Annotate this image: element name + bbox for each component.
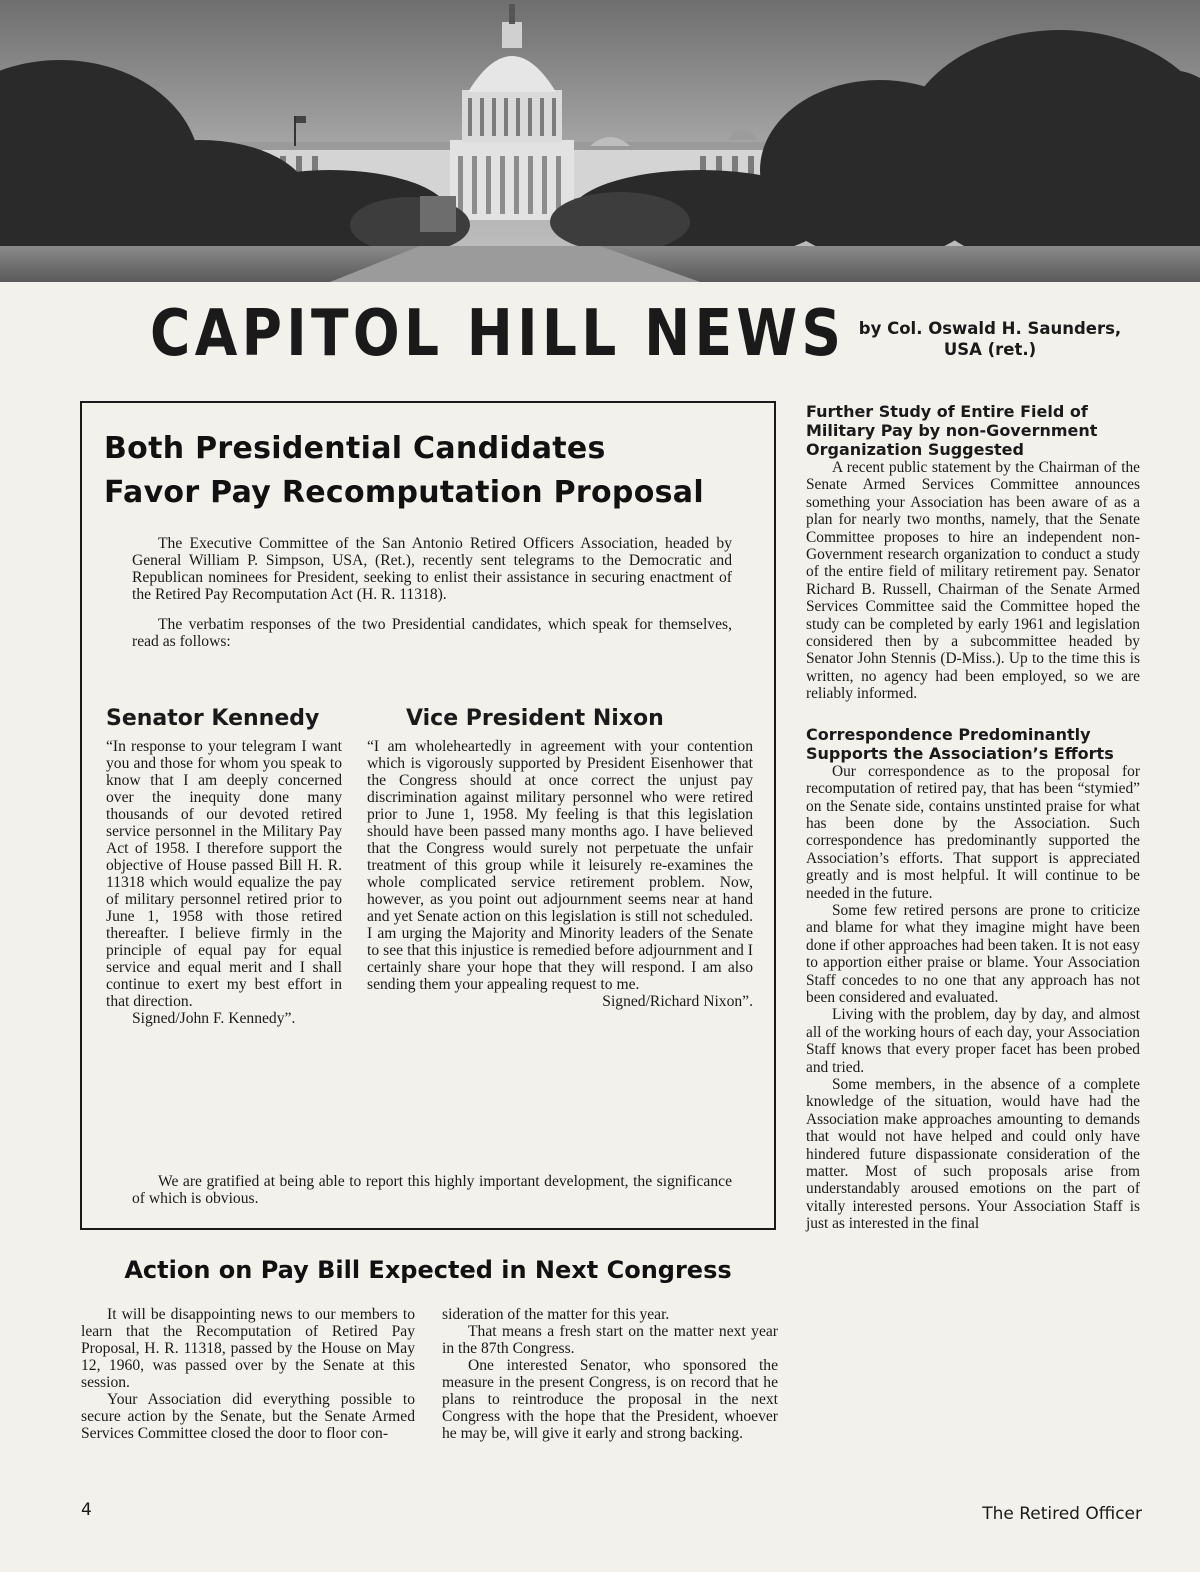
nixon-heading: Vice President Nixon <box>406 706 664 731</box>
action-paragraph: Your Association did everything possible to secure action by the Senate, but the Senate Armed Services Committee closed the door to floor con- <box>81 1391 415 1442</box>
action-column-right <box>442 1306 778 1442</box>
feature-headline-line-2: Favor Pay Recomputation Proposal <box>104 475 704 510</box>
action-paragraph: One interested Senator, who sponsored the measure in the present Congress, is on record that he plans to reintroduce the proposal in the next Congress with the hope that the President, whoever he may be, will give it early and strong backing. <box>442 1357 778 1442</box>
feature-intro <box>132 535 732 650</box>
feature-headline <box>104 427 764 515</box>
nixon-signature: Signed/Richard Nixon”. <box>602 993 753 1010</box>
action-paragraph: It will be disappointing news to our members to learn that the Recomputation of Retired Pay Proposal, H. R. 11318, passed by the House on May 12, 1960, was passed over by the Senate at this session. <box>81 1306 415 1391</box>
capitol-building-illustration <box>0 0 1200 282</box>
capitol-photo <box>0 0 1200 282</box>
kennedy-heading: Senator Kennedy <box>106 706 320 731</box>
feature-intro-paragraph: The verbatim responses of the two Presidential candidates, which speak for themselves, read as follows: <box>132 616 732 650</box>
byline-rank: USA (ret.) <box>943 340 1037 359</box>
sidebar-paragraph: Some members, in the absence of a complete knowledge of the situation, would have had the Association make approaches amounting to demands that would not have helped and could only have hindered future dispassionate consideration of the matter. Most of such proposals arise from understandably aroused emotions on the part of vitally interested persons. Your Association Staff is just as interested in the final <box>806 1076 1140 1233</box>
sidebar-paragraph: A recent public statement by the Chairman of the Senate Armed Services Committee announces something your Association has been aware of as a plan for nearly two months, namely, that the Senate Committee proposes to hire an independent non-Government research organization to conduct a study of the entire field of military retirement pay. Senator Richard B. Russell, Chairman of the Senate Armed Services Committee said the Committee hoped the study can be completed by early 1961 and legislation considered then by a subcommittee headed by Senator John Stennis (D-Miss.). Up to the time this is written, no agency had been employed, so we are reliably informed. <box>806 459 1140 703</box>
action-column-left <box>81 1306 415 1442</box>
feature-intro-paragraph: The Executive Committee of the San Antonio Retired Officers Association, headed by General William P. Simpson, USA, (Ret.), recently sent telegrams to the Democratic and Republican nominees for President, seeking to enlist their assistance in securing enactment of the Retired Pay Recomputation Act (H. R. 11318). <box>132 535 732 603</box>
sidebar-paragraph: Some few retired persons are prone to criticize and blame for what they imagine might have been done if other approaches had been taken. It is not easy to apportion either praise or blame. Your Association Staff concedes to no one that any approach has not been considered and evaluated. <box>806 901 1140 1006</box>
sidebar-column <box>806 402 1140 1233</box>
feature-headline-line-1: Both Presidential Candidates <box>104 431 606 466</box>
sidebar-heading-further-study: Further Study of Entire Field of Military Pay by non-Government Organization Suggested <box>806 402 1098 459</box>
publication-name: The Retired Officer <box>982 1504 1142 1524</box>
nixon-response <box>367 738 753 1010</box>
sidebar-paragraph: Living with the problem, day by day, and almost all of the working hours of each day, your Association Staff knows that every proper facet has been probed and tried. <box>806 1006 1140 1076</box>
action-headline: Action on Pay Bill Expected in Next Congress <box>124 1256 732 1284</box>
page-number: 4 <box>81 1500 92 1520</box>
feature-closing-paragraph: We are gratified at being able to report this highly important development, the significance of which is obvious. <box>132 1173 732 1207</box>
nixon-quote: “I am wholeheartedly in agreement with your contention which is vigorously supported by President Eisenhower that the Congress should at once correct the unjust pay discrimination against military personnel who were retired prior to June 1, 1958. My feeling is that this legislation should have been passed many months ago. I have believed that the Congress would surely not perpetuate the unfair treatment of this group while it leisurely re-examines the whole complicated service retirement problem. Now, however, as you point out adjournment seems near at hand and yet Senate action on this legislation is still not scheduled. I am urging the Majority and Minority leaders of the Senate to see that this injustice is remedied before adjournment and I certainly share your hope that they will respond. I am also sending them your appealing request to me. <box>367 738 753 993</box>
feature-article-box <box>80 401 776 1230</box>
byline <box>800 318 1180 360</box>
kennedy-quote: “In response to your telegram I want you and those for whom you speak to know that I am deeply concerned over the inequity done many thousands of our devoted retired service personnel in the Military Pay Act of 1958. I therefore support the objective of House passed Bill H. R. 11318 which would equalize the pay of military personnel retired prior to June 1, 1958 with those retired thereafter. I believe firmly in the principle of equal pay for equal service and equal merit and I shall continue to exert my best effort in that direction. <box>106 738 342 1010</box>
action-paragraph: That means a fresh start on the matter next year in the 87th Congress. <box>442 1323 778 1357</box>
sidebar-heading-correspondence: Correspondence Predominantly Supports the Association’s Efforts <box>806 724 1114 763</box>
feature-closing <box>132 1173 732 1207</box>
action-paragraph: sideration of the matter for this year. <box>442 1306 670 1323</box>
kennedy-response <box>106 738 342 1027</box>
byline-author: by Col. Oswald H. Saunders, <box>858 319 1122 338</box>
kennedy-signature: Signed/John F. Kennedy”. <box>132 1010 296 1027</box>
sidebar-paragraph: Our correspondence as to the proposal for recomputation of retired pay, that has been “stymied” on the Senate side, contains unstinted praise for what has been done by the Association. Such correspondence has predominantly supported the Association’s efforts. That support is appreciated greatly and is most helpful. It will continue to be needed in the future. <box>806 762 1140 902</box>
page-title: CAPITOL HILL NEWS <box>150 297 846 371</box>
